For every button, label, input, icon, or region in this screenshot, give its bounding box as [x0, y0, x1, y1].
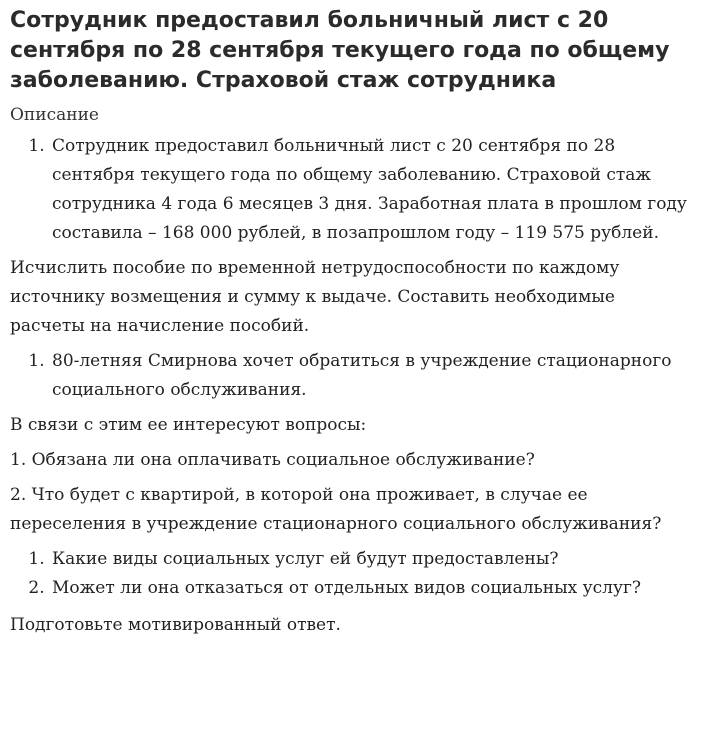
page-title: Сотрудник предоставил больничный лист с 20 сентября по 28 сентября текущего года по общему заболеванию. Страховой стаж сотрудника	[10, 8, 670, 93]
task-list-1	[10, 132, 691, 248]
paragraph-questions-intro: В связи с этим ее интересуют вопросы:	[10, 415, 367, 435]
list-item: 2. Может ли она отказаться от отдельных видов социальных услуг?	[50, 574, 691, 603]
paragraph-question-2: 2. Что будет с квартирой, в которой она проживает, в случае ее переселения в учреждение стационарного социального обслуживания?	[10, 485, 662, 534]
paragraph-question-1: 1. Обязана ли она оплачивать социальное обслуживание?	[10, 450, 535, 470]
description-label: Описание	[10, 105, 99, 125]
task-list-3	[10, 545, 691, 603]
list-item: 1. Какие виды социальных услуг ей будут предоставлены?	[50, 545, 691, 574]
list-item: 1. 80-летняя Смирнова хочет обратиться в учреждение стационарного социального обслуживания.	[50, 347, 691, 405]
task-list-2	[10, 347, 691, 405]
paragraph-conclusion: Подготовьте мотивированный ответ.	[10, 615, 341, 635]
list-item: 1. Сотрудник предоставил больничный лист с 20 сентября по 28 сентября текущего года по общему заболеванию. Страховой стаж сотрудника 4 года 6 месяцев 3 дня. Заработная плата в прошлом году составила – 168 000 рублей, в позапрошлом году – 119 575 рублей.	[50, 132, 691, 248]
paragraph-calc-task: Исчислить пособие по временной нетрудоспособности по каждому источнику возмещения и сумму к выдаче. Составить необходимые расчеты на начисление пособий.	[10, 258, 620, 336]
